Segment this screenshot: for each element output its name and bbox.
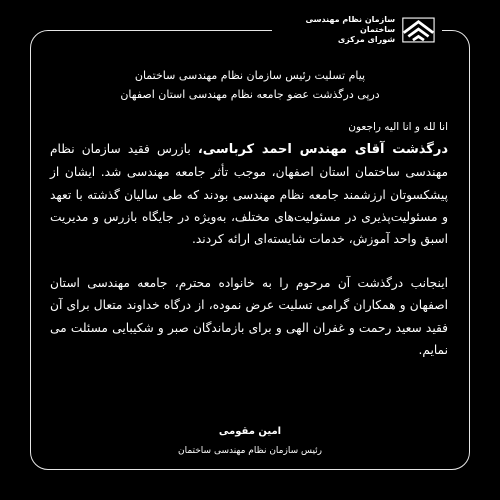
logo-line-1: سازمان نظام مهندسی ساختمان (305, 15, 396, 34)
message-title (40, 66, 460, 104)
signatory-name: امین مقومی (218, 426, 282, 437)
building-logo-icon (401, 15, 436, 45)
message-body (50, 116, 448, 361)
paragraph-1-text: بازرس فقید سازمان نظام مهندسی ساختمان استان اصفهان، موجب تأثر جامعه مهندسی شد. ایشان از پیشکسوتان ارزشمند جامعه نظام مهندسی بودند که طی سالیان گذشته با تعهد و مسئولیت‌پذیری در مسئولیت‌های مختلف، به‌ویژه در جایگاه بازرس و مدیریت اسبق واحد آموزش، خدمات شایسته‌ای ارائه کردند. (50, 142, 448, 247)
logo-line-2: شورای مرکزی (337, 35, 396, 44)
logo-text (278, 15, 395, 45)
paragraph-2: اینجانب درگذشت آن مرحوم را به خانواده محترم، جامعه مهندسی استان اصفهان و همکاران گرامی تسلیت عرض نموده، از درگاه خداوند متعال برای آن فقید سعید رحمت و غفران الهی و برای بازماندگان صبر و شکیبایی مسئلت می نمایم. (50, 276, 448, 357)
title-line-1: پیام تسلیت رئیس سازمان نظام مهندسی ساختمان (134, 69, 366, 82)
opening-verse: انا لله و انا الیه راجعون (348, 121, 448, 133)
paragraph-1 (50, 138, 448, 250)
paragraph-gap (50, 250, 448, 272)
title-line-2: درپی درگذشت عضو جامعه نظام مهندسی استان اصفهان (120, 88, 380, 101)
signatory-role: رئیس سازمان نظام مهندسی ساختمان (177, 446, 323, 456)
organization-logo (272, 8, 442, 52)
lead-phrase: درگذشت آقای مهندس احمد کرباسی، (197, 142, 449, 158)
